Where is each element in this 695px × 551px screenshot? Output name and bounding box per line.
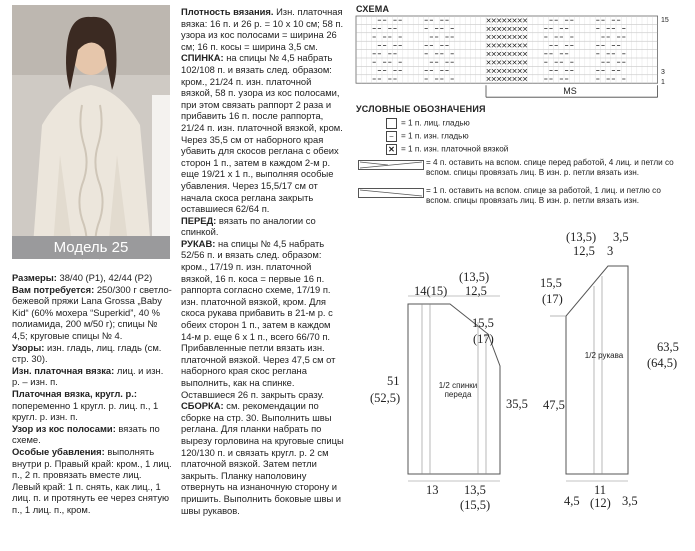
model-photo xyxy=(12,5,170,259)
dim-sleeve-top-a: (13,5) xyxy=(566,230,597,244)
scheme-x-mark: ✕ xyxy=(506,17,513,25)
scheme-x-mark: ✕ xyxy=(511,26,518,34)
scheme-x-mark: ✕ xyxy=(511,76,518,84)
model-label: Модель 25 xyxy=(12,236,170,259)
dim-front-bottom-right-b: (15,5) xyxy=(460,498,491,512)
scheme-ms-label: MS xyxy=(563,86,577,96)
dim-sleeve-top-d: 3 xyxy=(607,244,614,258)
scheme-x-mark: ✕ xyxy=(501,59,508,67)
scheme-x-mark: ✕ xyxy=(522,76,528,84)
scheme-x-mark: ✕ xyxy=(485,17,492,25)
left-para: Вам потребуется: 250/300 г светло-бежевой пряжи Lana Grossa „Baby Kid“ (60% мохера “Superkid”, 40 % полиамида, 200 м/50 г); спицы № 4,5; круговые спицы № 4. xyxy=(12,283,172,341)
scheme-x-mark: ✕ xyxy=(496,26,502,34)
legend-item: = 1 п. оставить на вспом. спице за работой, 1 лиц. и петлю со вспом. спицы провязать лиц. В изн. р. петли вязать изн. xyxy=(426,186,661,205)
legend-item: = 1 п. лиц. гладью xyxy=(386,118,686,129)
dim-sleeve-right-b: (64,5) xyxy=(647,356,678,370)
scheme-x-mark: ✕ xyxy=(522,51,528,59)
scheme-x-mark: ✕ xyxy=(516,59,523,67)
scheme-x-mark: ✕ xyxy=(511,68,518,76)
scheme-x-mark: ✕ xyxy=(496,59,502,67)
scheme-x-mark: ✕ xyxy=(511,34,518,42)
scheme-x-mark: ✕ xyxy=(490,17,497,25)
left-para: Узоры: изн. гладь, лиц. гладь (см. стр. 30). xyxy=(12,341,162,365)
scheme-x-mark: ✕ xyxy=(516,51,523,59)
garter-purl-icon: ✕ xyxy=(386,144,397,155)
scheme-x-mark: ✕ xyxy=(522,68,528,76)
scheme-x-mark: ✕ xyxy=(485,59,492,67)
dim-sleeve-top-c: 3,5 xyxy=(613,230,629,244)
dim-front-top-right-b: 12,5 xyxy=(465,284,487,298)
scheme-x-mark: ✕ xyxy=(501,43,508,51)
scheme-x-mark: ✕ xyxy=(485,43,492,51)
middle-column xyxy=(181,6,344,516)
scheme-x-mark: ✕ xyxy=(496,68,502,76)
scheme-x-mark: ✕ xyxy=(501,34,508,42)
scheme-x-mark: ✕ xyxy=(506,43,513,51)
dim-front-right-b: (17) xyxy=(473,332,494,346)
row-label-1: 1 xyxy=(661,79,665,86)
dim-sleeve-bottom-d: 3,5 xyxy=(622,494,638,508)
scheme-x-mark: ✕ xyxy=(501,76,508,84)
scheme-x-mark: ✕ xyxy=(490,43,497,51)
left-para: Размеры: 38/40 (Р1), 42/44 (Р2) xyxy=(12,272,153,283)
scheme-x-mark: ✕ xyxy=(496,17,502,25)
scheme-x-mark: ✕ xyxy=(511,17,518,25)
left-para: Платочная вязка, кругл. р.: попеременно 1 кругл. р. лиц. п., 1 кругл. р. изн. п. xyxy=(12,387,159,423)
scheme-x-mark: ✕ xyxy=(522,43,528,51)
scheme-x-mark: ✕ xyxy=(506,26,513,34)
scheme-title: СХЕМА xyxy=(356,4,390,14)
cable-2-icon xyxy=(358,186,424,200)
scheme-x-mark: ✕ xyxy=(485,68,492,76)
dim-sleeve-top-b: 12,5 xyxy=(573,244,595,258)
scheme-x-mark: ✕ xyxy=(522,34,528,42)
dim-front-left-a: 51 xyxy=(387,374,400,388)
legend-item: – = 1 п. изн. гладью xyxy=(386,131,686,142)
left-para: Изн. платочная вязка: лиц. и изн. р. – изн. п. xyxy=(12,364,164,388)
scheme-x-mark: ✕ xyxy=(522,26,528,34)
scheme-x-mark: ✕ xyxy=(490,26,497,34)
dim-front-bottom-right-a: 13,5 xyxy=(464,483,486,497)
scheme-x-mark: ✕ xyxy=(485,26,492,34)
cable-8-icon xyxy=(358,158,424,172)
scheme-x-mark: ✕ xyxy=(490,51,497,59)
scheme-x-mark: ✕ xyxy=(516,17,523,25)
scheme-chart xyxy=(356,14,668,100)
sleeve-piece-label: 1/2 рукава xyxy=(584,351,624,360)
left-column xyxy=(12,272,172,515)
model-photo-illustration xyxy=(12,5,170,259)
dim-front-left-b: (52,5) xyxy=(370,391,401,405)
scheme-x-mark: ✕ xyxy=(501,17,508,25)
dim-front-right-c: 35,5 xyxy=(506,397,528,411)
dim-front-right-a: 15,5 xyxy=(472,316,494,330)
scheme-x-mark: ✕ xyxy=(506,68,513,76)
scheme-x-mark: ✕ xyxy=(516,76,523,84)
scheme-x-mark: ✕ xyxy=(501,51,508,59)
scheme-x-mark: ✕ xyxy=(496,43,502,51)
dim-front-bottom-left: 13 xyxy=(426,483,439,497)
dim-sleeve-bottom-c: (12) xyxy=(590,496,611,510)
scheme-x-mark: ✕ xyxy=(496,76,502,84)
scheme-x-mark: ✕ xyxy=(522,17,528,25)
dim-sleeve-bottom-a: 4,5 xyxy=(564,494,580,508)
dim-sleeve-left-c: 47,5 xyxy=(543,398,565,412)
scheme-x-mark: ✕ xyxy=(511,59,518,67)
dim-sleeve-right-a: 63,5 xyxy=(657,340,679,354)
purl-stitch-icon: – xyxy=(386,131,397,142)
scheme-x-mark: ✕ xyxy=(506,51,513,59)
pattern-diagrams xyxy=(350,226,695,518)
scheme-x-mark: ✕ xyxy=(511,51,518,59)
scheme-x-mark: ✕ xyxy=(506,34,513,42)
legend-item: = 4 п. оставить на вспом. спице перед работой, 4 лиц. и петли со вспом. спицы провязать лиц. В изн. р. петли вязать изн. xyxy=(426,158,674,177)
scheme-x-mark: ✕ xyxy=(485,51,492,59)
scheme-x-mark: ✕ xyxy=(490,59,497,67)
row-label-3: 3 xyxy=(661,69,665,76)
scheme-grid xyxy=(356,16,658,97)
mid-para: Плотность вязания. Изн. платочная вязка: 16 п. и 26 р. = 10 х 10 см; 58 п. узора из кос полосами = ширина 26 см; 16 п. косы = ширина 3,5 см. xyxy=(181,6,344,52)
mid-para: ПЕРЕД: вязать по аналогии со спинкой. xyxy=(181,214,316,238)
left-para: Узор из кос полосами: вязать по схеме. xyxy=(12,422,160,446)
scheme-x-mark: ✕ xyxy=(506,76,513,84)
scheme-x-mark: ✕ xyxy=(516,68,523,76)
knit-stitch-icon xyxy=(386,118,397,129)
mid-para: СПИНКА: на спицы № 4,5 набрать 102/108 п. и вязать след. образом: кром., 21/24 п. изн. платочной вязкой, 58 п. узора из кос полосами, при этом связать раппорт 2 раза и прибавить 16 п. после раппорта, 21/24 п. изн. платочной вязкой, кром. Через 35,5 см от наборного края убавить для скосов реглана с обеих сторон 1 п., затем в каждом 2-м р. еще 19/21 х 1 п., выполняя особые убавления. Через 15,5/17 см от начала скоса реглана закрыть оставшиеся 62/64 п. xyxy=(181,52,343,215)
mid-para: СБОРКА: см. рекомендации по сборке на стр. 30. Выполнить швы реглана. Для планки набрать по вырезу горловина на круговые спицы 120/130 п. и связать кругл. р. 2 см платочной вязкой. Затем петли закрыть. Планку наполовину отвернуть на изнаночную сторону и пришить. Выполнить боковые швы и швы рукавов. xyxy=(181,400,344,516)
dim-sleeve-left-a: 15,5 xyxy=(540,276,562,290)
scheme-x-mark: ✕ xyxy=(501,26,508,34)
scheme-x-mark: ✕ xyxy=(516,34,523,42)
scheme-x-mark: ✕ xyxy=(490,34,497,42)
legend-item: ✕ = 1 п. изн. платочной вязкой xyxy=(386,144,686,155)
scheme-x-mark: ✕ xyxy=(490,76,497,84)
scheme-x-mark: ✕ xyxy=(511,43,518,51)
dim-front-top-left: 14(15) xyxy=(414,284,448,298)
legend-title: УСЛОВНЫЕ ОБОЗНАЧЕНИЯ xyxy=(356,104,486,114)
scheme-x-mark: ✕ xyxy=(496,34,502,42)
scheme-x-mark: ✕ xyxy=(516,26,523,34)
scheme-x-mark: ✕ xyxy=(496,51,502,59)
dim-sleeve-bottom-b: 11 xyxy=(594,483,607,497)
dim-sleeve-left-b: (17) xyxy=(542,292,563,306)
scheme-x-mark: ✕ xyxy=(485,76,492,84)
mid-para: РУКАВ: на спицы № 4,5 набрать 52/56 п. и вязать след. образом: кром., 17/19 п. изн. платочной вязкой, 16 п. коса = первые 16 п. раппорта согласно схеме, 17/19 п. изн. платочной вязкой, кром. Для скоса рукава прибавить в 21-м р. с обеих сторон 1 п., затем в каждом 14-м р. еще 6 х 1 п., всего 66/70 п. Прибавленные петли вязать изн. платочной вязкой. Через 47,5 см от наборного края скос реглана выполнить, как на спинке. Оставшиеся 26 п. закрыть сразу. xyxy=(181,237,336,400)
front-piece-label: 1/2 спинки перeда xyxy=(438,381,478,399)
row-label-15: 15 xyxy=(661,17,669,24)
scheme-x-mark: ✕ xyxy=(522,59,528,67)
scheme-x-mark: ✕ xyxy=(501,68,508,76)
scheme-x-mark: ✕ xyxy=(516,43,523,51)
scheme-x-mark: ✕ xyxy=(506,59,513,67)
scheme-x-mark: ✕ xyxy=(490,68,497,76)
scheme-x-mark: ✕ xyxy=(485,34,492,42)
dim-front-top-right-a: (13,5) xyxy=(459,270,490,284)
left-para: Особые убавления: выполнять внутри р. Правый край: кром., 1 лиц. п., 2 п. провязать вместе лиц. Левый край: 1 п. снять, как лиц., 1 лиц. п. и протянуть ее через снятую п., 1 лиц. п., кром. xyxy=(12,445,172,515)
